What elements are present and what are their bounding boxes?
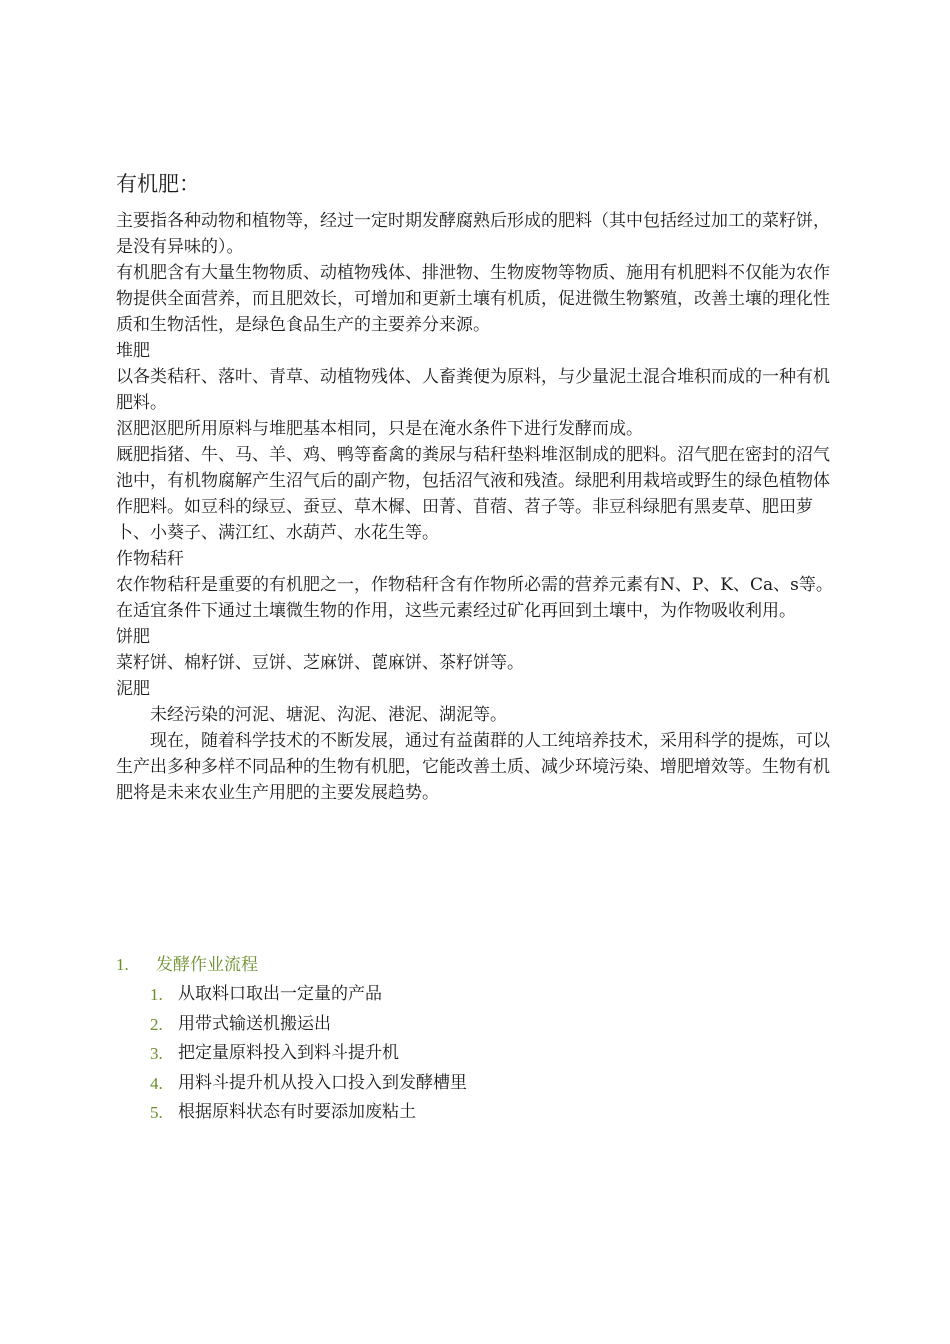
paragraph-cake: 菜籽饼、棉籽饼、豆饼、芝麻饼、蓖麻饼、茶籽饼等。 <box>116 653 524 673</box>
paragraph-definition: 主要指各种动物和植物等，经过一定时期发酵腐熟后形成的肥料（其中包括经过加工的菜籽饼，是没有异味的）。 <box>116 211 830 257</box>
list-item <box>116 1039 836 1069</box>
step-number: 2. <box>150 1014 163 1034</box>
document-body <box>116 168 836 806</box>
list-item <box>116 1069 836 1099</box>
process-title: 发酵作业流程 <box>156 955 258 975</box>
step-number: 3. <box>150 1044 163 1063</box>
paragraph-retting: 沤肥沤肥所用原料与堆肥基本相同，只是在淹水条件下进行发酵而成。 <box>116 419 643 439</box>
step-text: 用带式输送机搬运出 <box>178 1013 331 1034</box>
paragraph-straw: 农作物秸秆是重要的有机肥之一，作物秸秆含有作物所必需的营养元素有N、P、K、Ca、s等。在适宜条件下通过土壤微生物的作用，这些元素经过矿化再回到土壤中，为作物吸收利用。 <box>116 575 833 621</box>
heading-straw: 作物秸秆 <box>116 549 184 569</box>
process-heading <box>116 950 836 980</box>
heading-cake: 饼肥 <box>116 627 150 647</box>
step-number: 5. <box>150 1103 163 1122</box>
process-list <box>116 950 836 1128</box>
step-text: 用料斗提升机从投入口投入到发酵槽里 <box>178 1072 467 1093</box>
paragraph-compost: 以各类秸秆、落叶、青草、动植物残体、人畜粪便为原料，与少量泥土混合堆积而成的一种有机肥料。 <box>116 367 830 413</box>
process-number: 1. <box>116 955 129 974</box>
paragraph-manure: 厩肥指猪、牛、马、羊、鸡、鸭等畜禽的粪尿与秸秆垫料堆沤制成的肥料。沼气肥在密封的沼气池中，有机物腐解产生沼气后的副产物，包括沼气液和残渣。绿肥利用栽培或野生的绿色植物体作肥料。如豆科的绿豆、蚕豆、草木樨、田菁、苜蓿、苕子等。非豆科绿肥有黑麦草、肥田萝卜、小葵子、满江红、水葫芦、水花生等。 <box>116 445 830 543</box>
list-item <box>116 1098 836 1128</box>
paragraph-mud: 未经污染的河泥、塘泥、沟泥、港泥、湖泥等。 <box>150 705 507 725</box>
heading-compost: 堆肥 <box>116 341 150 361</box>
list-item <box>116 1010 836 1040</box>
step-text: 根据原料状态有时要添加废粘土 <box>178 1102 416 1122</box>
heading-mud: 泥肥 <box>116 679 150 699</box>
paragraph-benefits: 有机肥含有大量生物物质、动植物残体、排泄物、生物废物等物质、施用有机肥料不仅能为农作物提供全面营养，而且肥效长，可增加和更新土壤有机质，促进微生物繁殖，改善土壤的理化性质和生物活性，是绿色食品生产的主要养分来源。 <box>116 263 830 335</box>
step-number: 1. <box>150 985 163 1004</box>
step-text: 从取料口取出一定量的产品 <box>178 984 382 1004</box>
step-number: 4. <box>150 1073 163 1093</box>
step-text: 把定量原料投入到料斗提升机 <box>178 1043 399 1063</box>
page-title: 有机肥： <box>116 172 200 196</box>
list-item <box>116 980 836 1010</box>
paragraph-trend: 现在，随着科学技术的不断发展，通过有益菌群的人工纯培养技术，采用科学的提炼，可以生产出多种多样不同品种的生物有机肥，它能改善土质、减少环境污染、增肥增效等。生物有机肥将是未来农业生产用肥的主要发展趋势。 <box>116 731 830 803</box>
